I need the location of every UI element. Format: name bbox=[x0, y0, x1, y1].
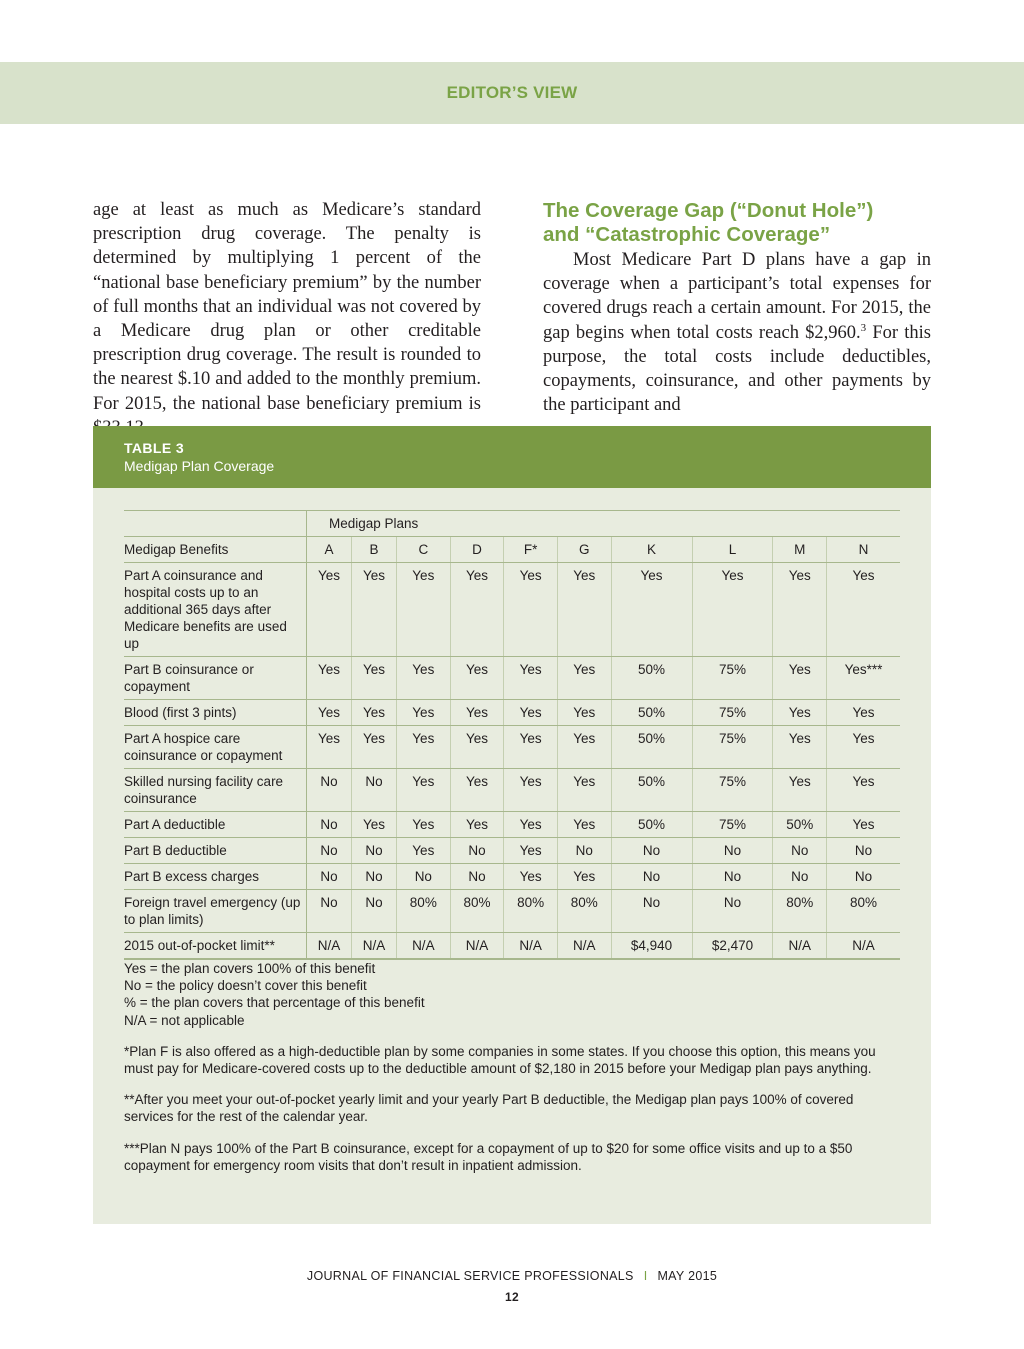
heading-line-2: and “Catastrophic Coverage” bbox=[543, 223, 831, 246]
coverage-cell: No bbox=[557, 838, 611, 864]
coverage-cell: Yes bbox=[397, 838, 451, 864]
coverage-cell: Yes bbox=[557, 726, 611, 769]
left-column bbox=[93, 198, 481, 440]
coverage-cell: No bbox=[307, 838, 352, 864]
coverage-cell: N/A bbox=[450, 933, 504, 960]
coverage-cell: Yes*** bbox=[827, 657, 900, 700]
coverage-cell: Yes bbox=[504, 769, 558, 812]
benefit-cell: Part A deductible bbox=[124, 812, 307, 838]
issue-date: MAY 2015 bbox=[657, 1269, 718, 1283]
coverage-cell: No bbox=[307, 812, 352, 838]
coverage-cell: Yes bbox=[773, 563, 827, 657]
coverage-cell: No bbox=[611, 838, 692, 864]
coverage-cell: Yes bbox=[504, 812, 558, 838]
coverage-cell: No bbox=[307, 890, 352, 933]
coverage-cell: N/A bbox=[397, 933, 451, 960]
plan-column-header: N bbox=[827, 537, 900, 563]
coverage-cell: Yes bbox=[773, 700, 827, 726]
coverage-cell: Yes bbox=[450, 769, 504, 812]
plan-column-header: A bbox=[307, 537, 352, 563]
coverage-cell: Yes bbox=[827, 726, 900, 769]
coverage-cell: N/A bbox=[827, 933, 900, 960]
coverage-cell: 80% bbox=[450, 890, 504, 933]
benefit-cell: 2015 out-of-pocket limit** bbox=[124, 933, 307, 960]
section-heading bbox=[543, 199, 931, 247]
coverage-cell: No bbox=[611, 890, 692, 933]
legend-key bbox=[124, 960, 900, 1029]
table-notes bbox=[124, 1043, 900, 1174]
benefit-cell: Part B excess charges bbox=[124, 864, 307, 890]
coverage-cell: Yes bbox=[557, 563, 611, 657]
benefit-cell: Part A coinsurance and hospital costs up to an additional 365 days after Medicare benefits are used up bbox=[124, 563, 307, 657]
coverage-cell: Yes bbox=[352, 726, 397, 769]
legend-item: Yes = the plan covers 100% of this benefit bbox=[124, 961, 376, 976]
coverage-cell: No bbox=[692, 890, 773, 933]
plan-column-header: F* bbox=[504, 537, 558, 563]
coverage-cell: $4,940 bbox=[611, 933, 692, 960]
table-row bbox=[124, 933, 900, 960]
footer-line bbox=[0, 1269, 1024, 1283]
coverage-cell: Yes bbox=[827, 769, 900, 812]
coverage-cell: Yes bbox=[827, 563, 900, 657]
coverage-cell: No bbox=[352, 890, 397, 933]
legend-item: No = the policy doesn’t cover this benefit bbox=[124, 978, 367, 994]
plan-column-header: C bbox=[397, 537, 451, 563]
table-row bbox=[124, 726, 900, 769]
coverage-cell: 50% bbox=[611, 700, 692, 726]
coverage-cell: 50% bbox=[773, 812, 827, 838]
right-paragraph-continued: For this purpose, the total costs include deductibles, copayments, coinsurance, and other payments by the participant and bbox=[543, 322, 931, 416]
coverage-cell: 50% bbox=[611, 769, 692, 812]
benefits-header: Medigap Benefits bbox=[124, 537, 307, 563]
coverage-cell: N/A bbox=[773, 933, 827, 960]
coverage-cell: 80% bbox=[827, 890, 900, 933]
benefit-cell: Part A hospice care coinsurance or copayment bbox=[124, 726, 307, 769]
coverage-cell: Yes bbox=[352, 657, 397, 700]
coverage-cell: Yes bbox=[397, 700, 451, 726]
coverage-cell: Yes bbox=[692, 563, 773, 657]
plan-column-header: G bbox=[557, 537, 611, 563]
benefit-cell: Skilled nursing facility care coinsurance bbox=[124, 769, 307, 812]
table-row bbox=[124, 864, 900, 890]
coverage-cell: No bbox=[307, 864, 352, 890]
table-row bbox=[124, 700, 900, 726]
coverage-cell: No bbox=[611, 864, 692, 890]
coverage-cell: No bbox=[450, 864, 504, 890]
table-plans-header-row bbox=[124, 511, 900, 537]
coverage-cell: Yes bbox=[307, 563, 352, 657]
table-column-header-row bbox=[124, 537, 900, 563]
table-footnote: *Plan F is also offered as a high-deductible plan by some companies in some states. If you choose this option, this means you must pay for Medicare-covered costs up to the deductible amount of $2,180 in 2015 before your Medigap plan pays anything. bbox=[124, 1043, 876, 1077]
legend-item: N/A = not applicable bbox=[124, 1012, 245, 1028]
plan-column-header: D bbox=[450, 537, 504, 563]
coverage-cell: Yes bbox=[307, 726, 352, 769]
coverage-cell: 80% bbox=[504, 890, 558, 933]
benefit-cell: Part B deductible bbox=[124, 838, 307, 864]
coverage-cell: Yes bbox=[352, 812, 397, 838]
coverage-cell: Yes bbox=[352, 700, 397, 726]
coverage-cell: Yes bbox=[504, 864, 558, 890]
coverage-cell: 75% bbox=[692, 769, 773, 812]
coverage-cell: Yes bbox=[450, 657, 504, 700]
table-title: Medigap Plan Coverage bbox=[124, 458, 275, 474]
section-title: EDITOR’S VIEW bbox=[446, 83, 578, 102]
coverage-cell: 80% bbox=[557, 890, 611, 933]
page-number: 12 bbox=[505, 1290, 519, 1304]
table-corner-cell bbox=[124, 511, 307, 537]
coverage-cell: Yes bbox=[773, 769, 827, 812]
coverage-cell: No bbox=[450, 838, 504, 864]
coverage-cell: Yes bbox=[307, 700, 352, 726]
legend-item: % = the plan covers that percentage of this benefit bbox=[124, 995, 425, 1011]
coverage-cell: Yes bbox=[557, 657, 611, 700]
table-row bbox=[124, 769, 900, 812]
right-paragraph bbox=[543, 248, 931, 417]
coverage-cell: Yes bbox=[557, 812, 611, 838]
journal-name: JOURNAL OF FINANCIAL SERVICE PROFESSIONALS bbox=[306, 1269, 634, 1283]
coverage-cell: No bbox=[773, 864, 827, 890]
coverage-cell: Yes bbox=[450, 726, 504, 769]
coverage-cell: N/A bbox=[504, 933, 558, 960]
plan-column-header: L bbox=[692, 537, 773, 563]
coverage-cell: N/A bbox=[557, 933, 611, 960]
coverage-cell: 80% bbox=[397, 890, 451, 933]
coverage-cell: Yes bbox=[352, 563, 397, 657]
table-row bbox=[124, 812, 900, 838]
table-row bbox=[124, 657, 900, 700]
coverage-cell: Yes bbox=[504, 657, 558, 700]
coverage-cell: No bbox=[827, 864, 900, 890]
coverage-cell: Yes bbox=[397, 657, 451, 700]
coverage-cell: $2,470 bbox=[692, 933, 773, 960]
coverage-cell: Yes bbox=[827, 812, 900, 838]
table-label: TABLE 3 bbox=[124, 440, 185, 456]
coverage-cell: Yes bbox=[504, 700, 558, 726]
coverage-cell: 75% bbox=[692, 657, 773, 700]
coverage-cell: Yes bbox=[450, 563, 504, 657]
coverage-cell: Yes bbox=[450, 812, 504, 838]
coverage-cell: Yes bbox=[557, 769, 611, 812]
medigap-table bbox=[124, 510, 900, 960]
coverage-cell: No bbox=[397, 864, 451, 890]
coverage-cell: 75% bbox=[692, 726, 773, 769]
coverage-cell: 75% bbox=[692, 812, 773, 838]
coverage-cell: No bbox=[352, 769, 397, 812]
coverage-cell: No bbox=[352, 838, 397, 864]
coverage-cell: Yes bbox=[397, 563, 451, 657]
coverage-cell: Yes bbox=[773, 726, 827, 769]
coverage-cell: Yes bbox=[827, 700, 900, 726]
coverage-cell: 80% bbox=[773, 890, 827, 933]
coverage-cell: Yes bbox=[773, 657, 827, 700]
coverage-cell: N/A bbox=[352, 933, 397, 960]
benefit-cell: Foreign travel emergency (up to plan limits) bbox=[124, 890, 307, 933]
right-paragraph-text: Most Medicare Part D plans have a gap in coverage when a participant’s total expenses for covered drugs reach a certain amount. For 2015, the gap begins when total costs reach $2,960. bbox=[543, 250, 931, 343]
table-row bbox=[124, 838, 900, 864]
benefit-cell: Part B coinsurance or copayment bbox=[124, 657, 307, 700]
plan-column-header: M bbox=[773, 537, 827, 563]
right-column bbox=[543, 199, 931, 417]
footer-separator: I bbox=[643, 1269, 648, 1283]
table-legend bbox=[124, 960, 900, 1174]
table-row bbox=[124, 890, 900, 933]
coverage-cell: 75% bbox=[692, 700, 773, 726]
coverage-cell: Yes bbox=[397, 812, 451, 838]
footnote-reference: 3 bbox=[860, 321, 867, 334]
coverage-cell: Yes bbox=[557, 700, 611, 726]
coverage-cell: Yes bbox=[504, 726, 558, 769]
coverage-cell: 50% bbox=[611, 726, 692, 769]
coverage-cell: Yes bbox=[611, 563, 692, 657]
coverage-cell: No bbox=[692, 838, 773, 864]
plans-header: Medigap Plans bbox=[307, 511, 901, 537]
coverage-cell: Yes bbox=[397, 769, 451, 812]
table-row bbox=[124, 563, 900, 657]
table-header-bar bbox=[93, 426, 931, 488]
coverage-cell: N/A bbox=[307, 933, 352, 960]
coverage-cell: Yes bbox=[557, 864, 611, 890]
coverage-cell: No bbox=[773, 838, 827, 864]
table-panel bbox=[93, 426, 931, 1224]
plan-column-header: B bbox=[352, 537, 397, 563]
table-footnote: ***Plan N pays 100% of the Part B coinsurance, except for a copayment of up to $20 for some office visits and up to a $50 copayment for emergency room visits that don’t result in inpatient admission. bbox=[124, 1140, 853, 1173]
benefit-cell: Blood (first 3 pints) bbox=[124, 700, 307, 726]
table-footnote: **After you meet your out-of-pocket yearly limit and your yearly Part B deductible, the Medigap plan pays 100% of covered services for the rest of the calendar year. bbox=[124, 1092, 854, 1125]
coverage-cell: Yes bbox=[450, 700, 504, 726]
coverage-cell: Yes bbox=[307, 657, 352, 700]
coverage-cell: Yes bbox=[397, 726, 451, 769]
section-banner bbox=[0, 62, 1024, 124]
coverage-cell: No bbox=[827, 838, 900, 864]
page-footer bbox=[0, 1269, 1024, 1304]
coverage-cell: Yes bbox=[504, 563, 558, 657]
plan-column-header: K bbox=[611, 537, 692, 563]
coverage-cell: 50% bbox=[611, 657, 692, 700]
coverage-cell: No bbox=[352, 864, 397, 890]
coverage-cell: Yes bbox=[504, 838, 558, 864]
coverage-cell: 50% bbox=[611, 812, 692, 838]
coverage-cell: No bbox=[307, 769, 352, 812]
heading-line-1: The Coverage Gap (“Donut Hole”) bbox=[543, 199, 874, 222]
left-paragraph: age at least as much as Medicare’s standard prescription drug coverage. The penalty is determined by multiplying 1 percent of the “national base beneficiary premium” by the number of full months that an individual was not covered by a Medicare drug plan or other creditable prescription drug coverage. The result is rounded to the nearest $.10 and added to the monthly premium. For 2015, the national base beneficiary premium is bbox=[93, 200, 481, 414]
coverage-cell: No bbox=[692, 864, 773, 890]
